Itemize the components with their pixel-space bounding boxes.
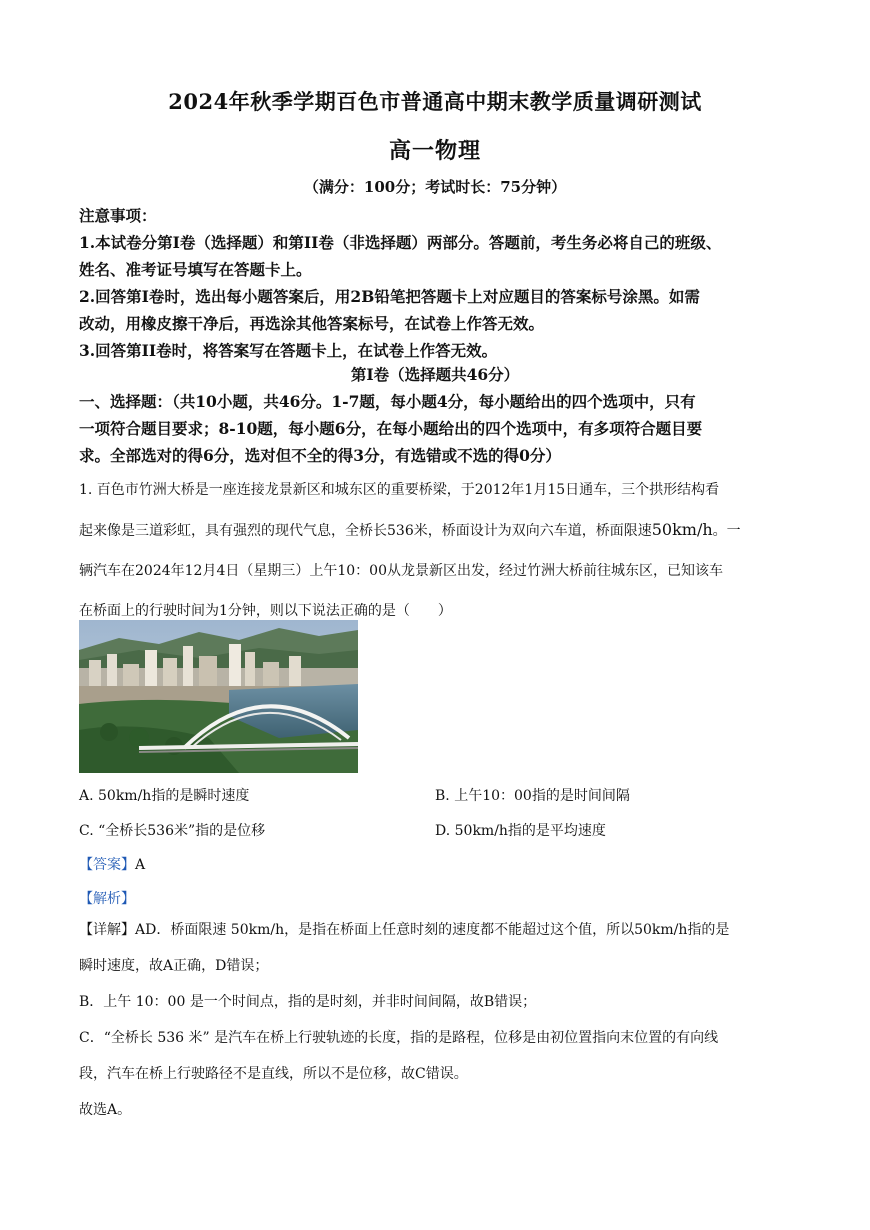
instruction-line: 一项符合题目要求；8-10题，每小题6分，在每小题给出的四个选项中，有多项符合题目要 bbox=[79, 419, 703, 438]
explanation-line: B．上午 10：00 是一个时间点，指的是时刻，并非时间间隔，故B错误； bbox=[79, 994, 537, 1010]
notice-line: 1.本试卷分第Ⅰ卷（选择题）和第II卷（非选择题）两部分。答题前，考生务必将自己的班级、 bbox=[79, 233, 722, 252]
question-1-stem bbox=[79, 470, 794, 631]
answer-tag: 【答案】 bbox=[79, 857, 135, 873]
section-instructions bbox=[79, 388, 794, 469]
instruction-line: 一、选择题：（共10小题，共46分。1-7题，每小题4分，每小题给出的四个选项中，只有 bbox=[79, 392, 696, 411]
notice-line: 2.回答第Ⅰ卷时，选出每小题答案后，用2B铅笔把答题卡上对应题目的答案标号涂黑。如需 bbox=[79, 287, 700, 306]
notice-line: 3.回答第II卷时，将答案写在答题卡上，在试卷上作答无效。 bbox=[79, 341, 498, 360]
analysis-tag: 【解析】 bbox=[79, 891, 135, 907]
notice-block bbox=[79, 202, 794, 364]
explanation-text: AD．桥面限速 50km/h，是指在桥面上任意时刻的速度都不能超过这个值，所以50km/h指的是 bbox=[135, 922, 730, 938]
answer-value: A bbox=[135, 857, 146, 873]
exam-meta: （满分：100分；考试时长：75分钟） bbox=[303, 178, 567, 196]
section-title: 第Ⅰ卷（选择题共46分） bbox=[350, 365, 520, 384]
option-c[interactable]: C. “全桥长536米”指的是位移 bbox=[79, 823, 266, 839]
question-line: 辆汽车在2024年12月4日（星期三）上午10：00从龙景新区出发，经过竹洲大桥前往城东区，已知该车 bbox=[79, 563, 723, 579]
explanation-line bbox=[79, 912, 794, 948]
question-line: 在桥面上的行驶时间为1分钟，则以下说法正确的是（ ） bbox=[79, 603, 452, 619]
analysis-line bbox=[79, 888, 135, 908]
question-line bbox=[79, 510, 794, 551]
option-a[interactable]: A. 50km/h指的是瞬时速度 bbox=[79, 788, 250, 804]
notice-heading: 注意事项： bbox=[79, 206, 157, 225]
exam-title: 2024年秋季学期百色市普通高中期末教学质量调研测试 bbox=[168, 89, 702, 114]
instruction-line: 求。全部选对的得6分，选对但不全的得3分，有选错或不选的得0分） bbox=[79, 446, 561, 465]
detail-tag: 【详解】 bbox=[79, 922, 135, 938]
explanation-line: 瞬时速度，故A正确，D错误； bbox=[79, 958, 269, 974]
bridge-photo bbox=[79, 620, 358, 773]
explanation-block bbox=[79, 912, 794, 1128]
question-text: 。一 bbox=[712, 523, 741, 539]
subject-title: 高一物理 bbox=[388, 138, 481, 164]
explanation-line: C．“全桥长 536 米” 是汽车在桥上行驶轨迹的长度，指的是路程，位移是由初位置指向末位置的有向线 bbox=[79, 1030, 719, 1046]
option-d[interactable]: D. 50km/h指的是平均速度 bbox=[435, 823, 606, 839]
explanation-line: 段，汽车在桥上行驶路径不是直线，所以不是位移，故C错误。 bbox=[79, 1066, 468, 1082]
answer-line bbox=[79, 854, 145, 874]
question-text: 起来像是三道彩虹，具有强烈的现代气息，全桥长536米，桥面设计为双向六车道，桥面限速 bbox=[79, 523, 652, 539]
speed-limit-value: 50km/h bbox=[651, 520, 713, 539]
notice-line: 改动，用橡皮擦干净后，再选涂其他答案标号，在试卷上作答无效。 bbox=[79, 314, 545, 333]
question-line: 1. 百色市竹洲大桥是一座连接龙景新区和城东区的重要桥梁，于2012年1月15日通车，三个拱形结构看 bbox=[79, 482, 720, 498]
explanation-line: 故选A。 bbox=[79, 1102, 132, 1118]
option-b[interactable]: B. 上午10：00指的是时间间隔 bbox=[435, 788, 630, 804]
notice-line: 姓名、准考证号填写在答题卡上。 bbox=[79, 260, 312, 279]
